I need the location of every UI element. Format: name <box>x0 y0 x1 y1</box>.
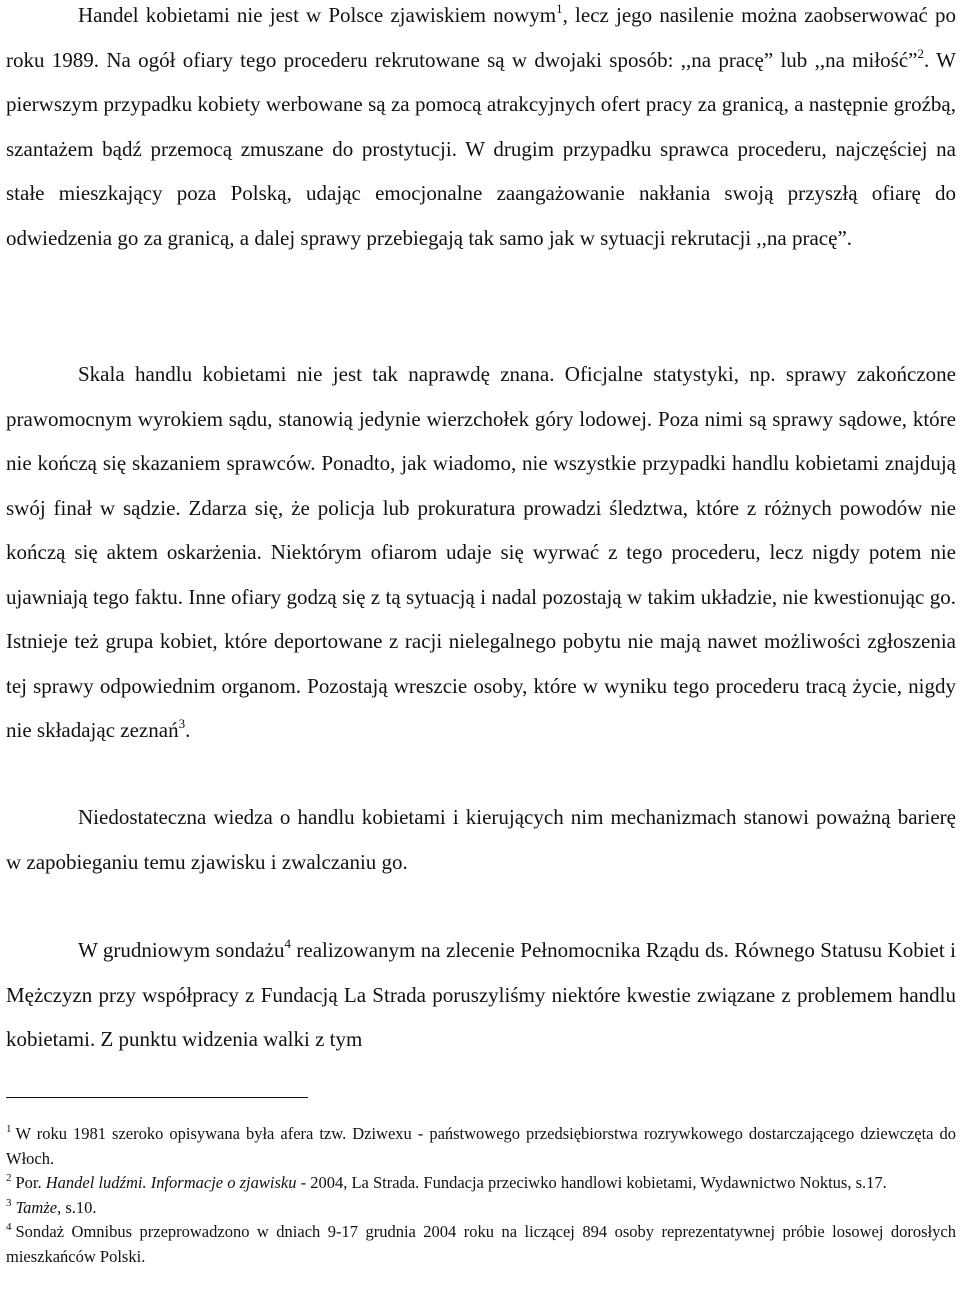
paragraph-text: Handel kobietami nie jest w Polsce zjawiskiem nowym <box>78 3 557 27</box>
footnote-text: Sondaż Omnibus przeprowadzono w dniach 9-17 grudnia 2004 roku na liczącej 894 osoby reprezentatywnej próbie losowej dorosłych mieszkańców Polski. <box>6 1222 956 1266</box>
footnote-text: W roku 1981 szeroko opisywana była afera tzw. Dziwexu - państwowego przedsiębiorstwa rozrywkowego dostarczającego dziewczęta do Włoch. <box>6 1124 956 1168</box>
footnote-ref-2[interactable]: 2 <box>917 45 924 61</box>
footnote-number: 2 <box>6 1172 12 1184</box>
paragraph-text: W grudniowym sondażu <box>78 938 285 962</box>
paragraph-text: Skala handlu kobietami nie jest tak naprawdę znana. Oficjalne statystyki, np. sprawy zakończone prawomocnym wyrokiem sądu, stanowią jedynie wierzchołek góry lodowej. Poza nimi są sprawy sądowe, które nie kończą się skazaniem sprawców. Ponadto, jak wiadomo, nie wszystkie przypadki handlu kobietami znajdują swój finał w sądzie. Zdarza się, że policja lub prokuratura prowadzi śledztwa, które z różnych powodów nie kończą się aktem oskarżenia. Niektórym ofiarom udaje się wyrwać z tego procederu, lecz nigdy potem nie ujawniają tego faktu. Inne ofiary godzą się z tą sytuacją i nadal pozostają w takim układzie, nie kwestionując go. Istnieje też grupa kobiet, które deportowane z racji nielegalnego pobytu nie mają nawet możliwości zgłoszenia tej sprawy odpowiednim organom. Pozostają wreszcie osoby, które w wyniku tego procederu tracą życie, nigdy nie składając zeznań <box>6 362 956 742</box>
paragraph-scale <box>6 352 956 753</box>
paragraph-knowledge <box>6 795 956 884</box>
footnote-ref-3[interactable]: 3 <box>178 716 186 731</box>
footnotes <box>6 1122 956 1269</box>
paragraph-text: realizowanym na zlecenie Pełnomocnika Rządu ds. Równego Statusu Kobiet i Mężczyzn przy współpracy z Fundacją La Strada poruszyliśmy niektóre kwestie związane z problemem handlu kobietami. Z punktu widzenia walki z tym <box>6 938 956 1051</box>
paragraph-survey <box>6 928 956 1062</box>
paragraph-text: . W pierwszym przypadku kobiety werbowane są za pomocą atrakcyjnych ofert pracy za granicą, a następnie groźbą, szantażem bądź przemocą zmuszane do prostytucji. W drugim przypadku sprawca procederu, najczęściej na stałe mieszkający poza Polską, udając emocjonalne zaangażowanie nakłania swoją przyszłą ofiarę do odwiedzenia go za granicą, a dalej sprawy przebiegają tak samo jak w sytuacji rekrutacji ,,na pracę”. <box>6 47 956 250</box>
footnote-2 <box>6 1171 956 1196</box>
footnote-number: 1 <box>6 1123 12 1135</box>
footnote-text: Por. <box>15 1173 46 1192</box>
footnote-title: Tamże <box>15 1197 58 1217</box>
paragraph-text: Niedostateczna wiedza o handlu kobietami i kierujących nim mechanizmach stanowi poważną barierę w zapobieganiu temu zjawisku i zwalczaniu go. <box>6 805 956 874</box>
footnote-number: 3 <box>6 1196 12 1209</box>
footnote-text: - 2004, La Strada. Fundacja przeciwko handlowi kobietami, Wydawnictwo Noktus, s.17. <box>296 1173 887 1192</box>
footnote-separator <box>6 1097 308 1098</box>
footnote-ref-4[interactable]: 4 <box>284 936 291 951</box>
footnote-text: , s.10. <box>57 1197 97 1217</box>
footnote-ref-1[interactable]: 1 <box>556 1 563 16</box>
paragraph-text: . <box>185 718 191 742</box>
footnote-title: Handel ludźmi. Informacje o zjawisku <box>45 1173 297 1192</box>
footnote-number: 4 <box>6 1221 12 1233</box>
footnote-4 <box>6 1220 956 1269</box>
paragraph-text: , lecz jego nasilenie można zaobserwować po roku 1989. Na ogół ofiary tego procederu rekrutowane są w dwojaki sposób: ,,na pracę” lub ,,na miłość” <box>6 3 956 72</box>
footnote-3 <box>6 1196 956 1221</box>
paragraph-intro <box>6 0 956 260</box>
footnote-1 <box>6 1122 956 1171</box>
